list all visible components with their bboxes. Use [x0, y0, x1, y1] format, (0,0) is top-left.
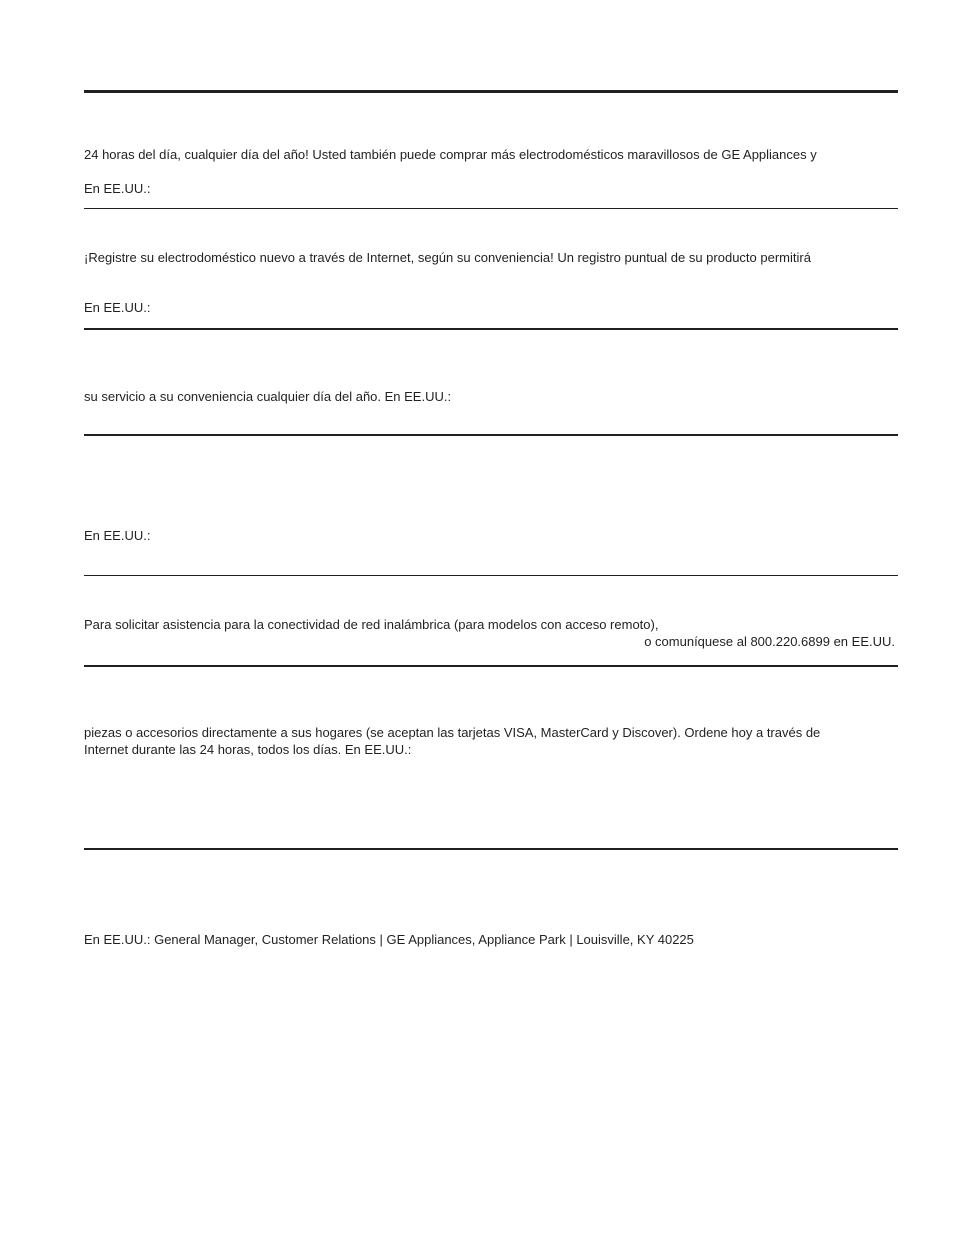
register-text: ¡Registre su electrodoméstico nuevo a través de Internet, según su conveniencia! Un registro puntual de su producto permitirá — [84, 250, 811, 265]
parts-divider — [84, 848, 898, 850]
wifi-text: Para solicitar asistencia para la conectividad de red inalámbrica (para modelos con acceso remoto), — [84, 617, 659, 632]
service-divider — [84, 434, 898, 436]
parts-text-continued: Internet durante las 24 horas, todos los días. En EE.UU.: — [84, 742, 412, 757]
contact-address: En EE.UU.: General Manager, Customer Relations | GE Appliances, Appliance Park | Louisville, KY 40225 — [84, 932, 694, 947]
extended-region-label: En EE.UU.: — [84, 528, 151, 543]
top-divider — [84, 90, 898, 93]
extended-divider — [84, 575, 898, 576]
register-divider — [84, 328, 898, 330]
parts-text: piezas o accesorios directamente a sus hogares (se aceptan las tarjetas VISA, MasterCard y Discover). Ordene hoy a través de — [84, 725, 821, 740]
service-text: su servicio a su conveniencia cualquier día del año. En EE.UU.: — [84, 389, 452, 404]
support-region-label: En EE.UU.: — [84, 181, 151, 196]
support-divider — [84, 208, 898, 209]
register-region-label: En EE.UU.: — [84, 300, 151, 315]
wifi-phone-text: o comuníquese al 800.220.6899 en EE.UU. — [644, 634, 895, 649]
wifi-divider — [84, 665, 898, 667]
support-text: 24 horas del día, cualquier día del año! Usted también puede comprar más electrodomésticos maravillosos de GE Appliances y — [84, 147, 817, 162]
